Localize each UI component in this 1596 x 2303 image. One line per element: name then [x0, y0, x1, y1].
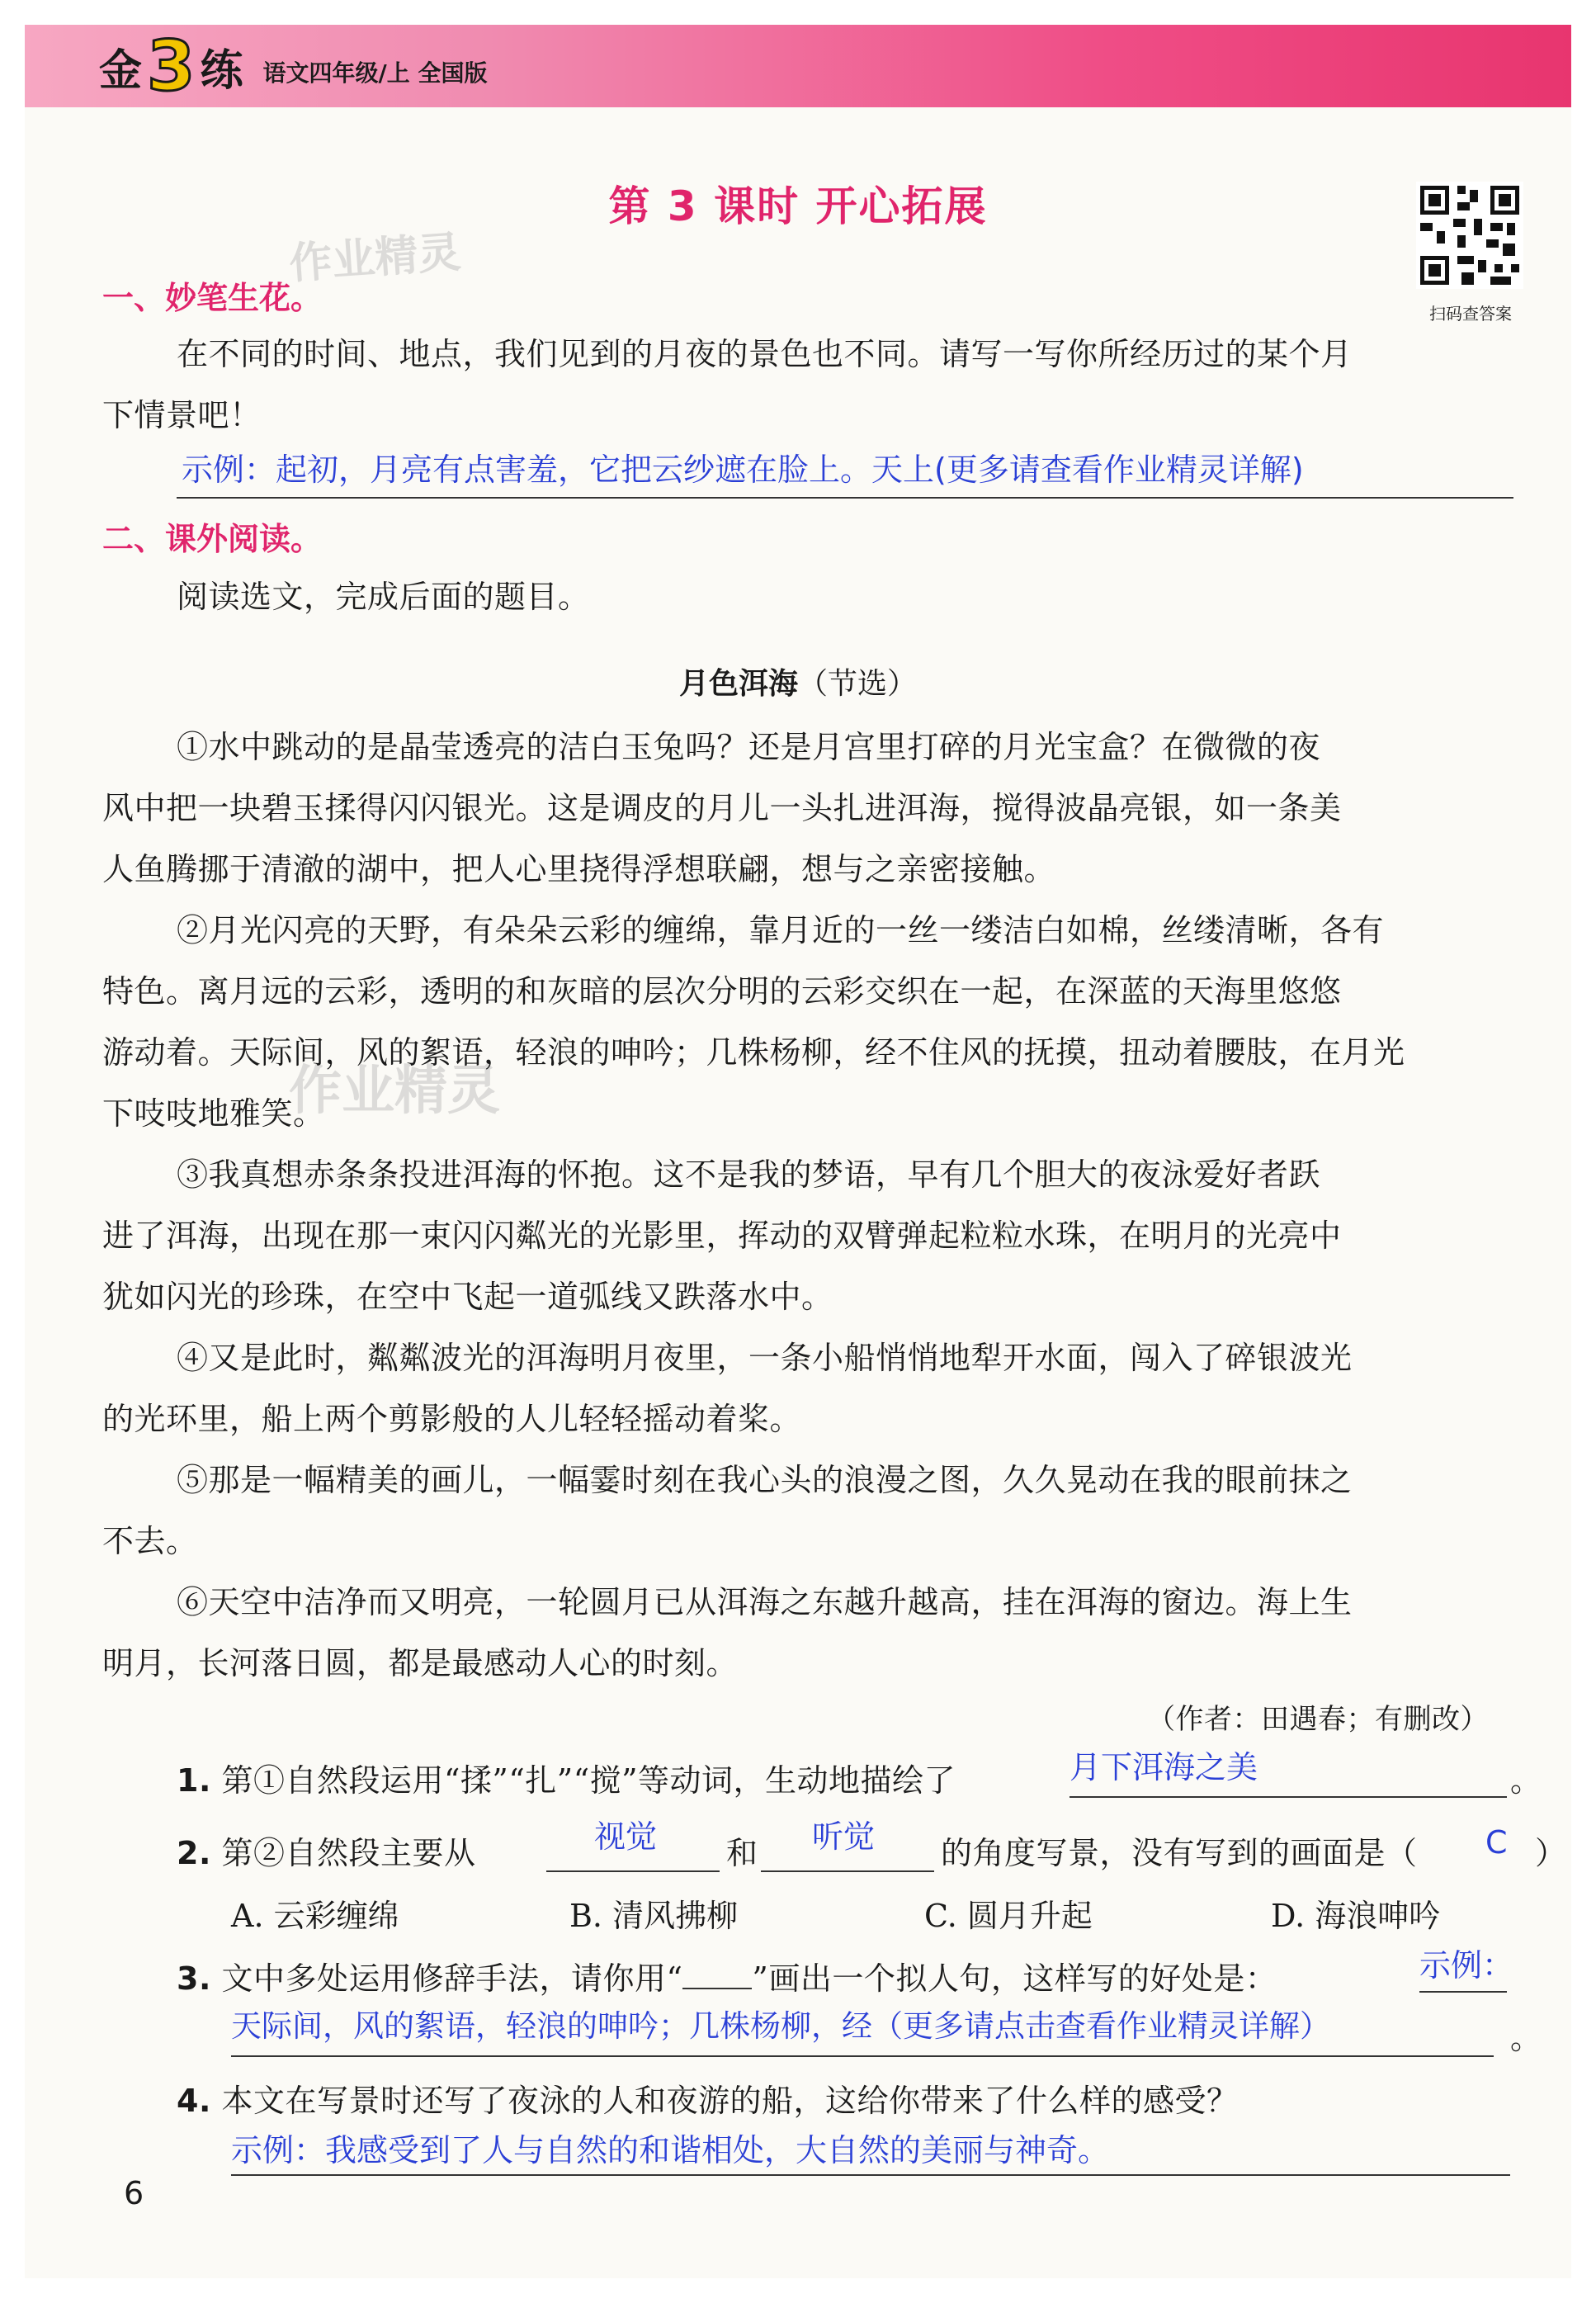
question-text: 文中多处运用修辞手法，请你用“ [221, 1960, 683, 1997]
page-header [25, 25, 1571, 107]
passage-line: ③我真想赤条条投进洱海的怀抱。这不是我的梦语，早有几个胆大的夜泳爱好者跃 [177, 1156, 1321, 1193]
writing-prompt-line: 下情景吧！ [102, 397, 262, 433]
lesson-title: 第 3 课时 开心拓展 [608, 182, 988, 230]
page-number: 6 [124, 2175, 144, 2211]
q2-answer-2[interactable]: 听觉 [812, 1818, 876, 1855]
answer-line [1070, 1796, 1507, 1798]
passage-line: 人鱼腾挪于清澈的湖中，把人心里挠得浮想联翩，想与之亲密接触。 [102, 851, 1056, 887]
section-heading-reading: 二、课外阅读。 [102, 521, 323, 557]
passage-line: 进了洱海，出现在那一束闪闪粼光的光影里，挥动的双臂弹起粒粒水珠，在明月的光亮中 [102, 1218, 1342, 1254]
worksheet-page [25, 25, 1571, 2278]
section-heading-writing: 一、妙笔生花。 [102, 280, 323, 316]
q3-answer[interactable]: 天际间，风的絮语，轻浪的呻吟；几株杨柳，经（更多请点击查看作业精灵详解） [231, 2008, 1330, 2044]
qr-code-icon[interactable] [1416, 182, 1523, 289]
qr-label: 扫码查答案 [1429, 304, 1512, 324]
question-text: ） [1535, 1835, 1567, 1871]
q2-answer-choice[interactable]: C [1485, 1824, 1508, 1861]
question-text: 第②自然段主要从 [221, 1835, 476, 1871]
brand-char-lian: 练 [200, 45, 243, 96]
writing-prompt-line: 在不同的时间、地点，我们见到的月夜的景色也不同。请写一写你所经历过的某个月 [177, 336, 1353, 372]
answer-line [231, 2174, 1510, 2176]
question-text: 的角度写景，没有写到的画面是（ [941, 1835, 1418, 1871]
answer-line [231, 2055, 1494, 2057]
question-3 [177, 1948, 1277, 2009]
passage-line: ④又是此时，粼粼波光的洱海明月夜里，一条小船悄悄地犁开水面，闯入了碎银波光 [177, 1340, 1353, 1376]
answer-line [1419, 1991, 1507, 1993]
passage-author: （作者：田遇春；有删改） [1147, 1703, 1489, 1736]
sample-underline [682, 1963, 752, 1989]
q3-answer-start[interactable]: 示例： [1419, 1947, 1514, 1984]
question-4 [177, 2070, 1239, 2131]
question-2-part-a [177, 1823, 476, 1884]
passage-line: 特色。离月远的云彩，透明的和灰暗的层次分明的云彩交织在一起，在深蓝的天海里悠悠 [102, 973, 1342, 1010]
question-number: 3. [177, 1960, 211, 1997]
passage-line: 下吱吱地雅笑。 [102, 1095, 325, 1132]
option-a[interactable]: A. 云彩缠绵 [231, 1898, 399, 1934]
watermark: 作业精灵 [287, 227, 463, 290]
q4-answer[interactable]: 示例：我感受到了人与自然的和谐相处，大自然的美丽与神奇。 [231, 2132, 1110, 2168]
answer-line [761, 1870, 934, 1872]
passage-line: 明月，长河落日圆，都是最感动人心的时刻。 [102, 1645, 739, 1681]
answer-line [177, 497, 1513, 499]
question-text: 和 [726, 1835, 758, 1871]
brand-digit-3: 3 [147, 26, 196, 106]
question-1 [177, 1750, 956, 1811]
option-b[interactable]: B. 清风拂柳 [569, 1898, 739, 1934]
passage-title-text: 月色洱海 [678, 667, 798, 701]
passage-line: 的光环里，船上两个剪影般的人儿轻轻摇动着桨。 [102, 1401, 802, 1437]
answer-line [546, 1870, 720, 1872]
passage-line: 犹如闪光的珍珠，在空中飞起一道弧线又跌落水中。 [102, 1279, 833, 1315]
q1-answer[interactable]: 月下洱海之美 [1070, 1749, 1258, 1785]
question-end-mark: 。 [1510, 2020, 1542, 2056]
question-number: 4. [177, 2083, 211, 2119]
passage-line: ⑤那是一幅精美的画儿，一幅霎时刻在我心头的浪漫之图，久久晃动在我的眼前抹之 [177, 1462, 1353, 1498]
passage-title [25, 660, 1571, 702]
passage-title-note: （节选） [798, 667, 918, 701]
question-text: 本文在写景时还写了夜泳的人和夜游的船，这给你带来了什么样的感受？ [221, 2083, 1239, 2119]
brand-logo [99, 26, 488, 106]
passage-line: 风中把一块碧玉揉得闪闪银光。这是调皮的月儿一头扎进洱海，搅得波晶亮银，如一条美 [102, 790, 1342, 826]
brand-char-jin: 金 [99, 45, 143, 96]
book-subtitle: 语文四年级/上 全国版 [262, 59, 488, 87]
option-c[interactable]: C. 圆月升起 [924, 1898, 1093, 1934]
question-number: 2. [177, 1835, 211, 1871]
watermark: 作业精灵 [289, 1061, 500, 1122]
passage-line: ①水中跳动的是晶莹透亮的洁白玉兔吗？还是月宫里打碎的月光宝盒？在微微的夜 [177, 729, 1321, 765]
question-text: 第①自然段运用“揉”“扎”“搅”等动词，生动地描绘了 [221, 1762, 956, 1799]
question-text: ”画出一个拟人句，这样写的好处是： [752, 1960, 1277, 1997]
passage-line: ⑥天空中洁净而又明亮，一轮圆月已从洱海之东越升越高，挂在洱海的窗边。海上生 [177, 1584, 1353, 1620]
writing-answer[interactable]: 示例：起初，月亮有点害羞，它把云纱遮在脸上。天上(更多请查看作业精灵详解) [182, 452, 1304, 488]
passage-line: 不去。 [102, 1523, 198, 1559]
passage-line: ②月光闪亮的天野，有朵朵云彩的缠绵，靠月近的一丝一缕洁白如棉，丝缕清晰，各有 [177, 912, 1385, 948]
q2-answer-1[interactable]: 视觉 [594, 1818, 658, 1855]
passage-line: 游动着。天际间，风的絮语，轻浪的呻吟；几株杨柳，经不住风的抚摸，扭动着腰肢，在月光 [102, 1034, 1405, 1071]
question-number: 1. [177, 1762, 211, 1799]
reading-instruction: 阅读选文，完成后面的题目。 [177, 579, 590, 615]
question-end-mark: 。 [1510, 1762, 1542, 1799]
option-d[interactable]: D. 海浪呻吟 [1271, 1898, 1441, 1934]
